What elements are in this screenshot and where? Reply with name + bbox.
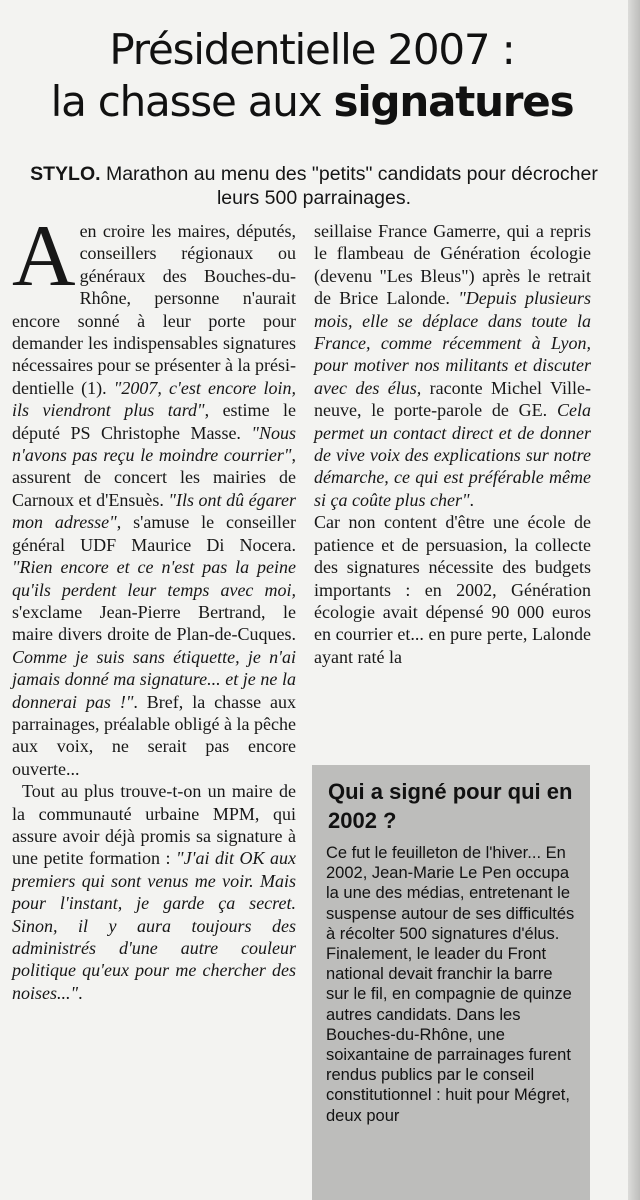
drop-cap: A: [12, 208, 76, 305]
p1-text-e: s'exclame Jean-Pierre Bertrand, le maire divers droite de Plan-de-Cuques.: [12, 601, 296, 645]
p3-quote-1: "Depuis plusieurs mois, elle se déplace dans toute la France, comme récemment à Lyon, pour motiver nos militants et discuter avec des élus,: [314, 288, 591, 398]
p1-text-a: en croire les maires, députés, conseillers régionaux ou généraux des Bouches-du-Rhône, personne n'aurait encore sonné à leur porte pour demander les indispensables signatures nécessaires pour se présenter à la présidentielle (1).: [12, 221, 296, 398]
p1-text-c: , assurent de concert les mairies de Carnoux et d'Ensuès.: [12, 445, 296, 510]
p1-text-f: . Bref, la chasse aux parrainages, préalable obligé à la pêche aux voix, ne serait pas encore ouverte...: [12, 691, 296, 779]
p2-text-end: .: [78, 982, 83, 1003]
article-column-right: [314, 220, 591, 668]
sidebar-box-body: Ce fut le feuilleton de l'hiver... En 2002, Jean-Marie Le Pen occupa la une des médias, entretenant le suspense autour de ses difficultés à récolter 500 signatures d'élus. Finalement, le leader du Front national devait franchir la barre sur le fil, en compagnie de quinze autres candidats. Dans les Bouches-du-Rhône, une soixantaine de parrainages furent rendus publics par le conseil constitutionnel : huit pour Mégret, deux pour: [326, 844, 575, 1125]
p2-text-a: Tout au plus trouve-t-on un maire de la communauté urbaine MPM, qui assure avoir déjà promis sa signature à une petite formation :: [12, 781, 296, 869]
p1-quote-5: Comme je suis sans étiquette, je n'ai jamais donné ma signature... et je ne la donnerai pas !": [12, 646, 296, 712]
p1-text-b: , estime le député PS Christophe Masse.: [12, 400, 296, 443]
p1-text-d: , s'amuse le conseiller général UDF Maurice Di Nocera.: [12, 512, 296, 555]
p3-quote-2: Cela permet un contact direct et de donner de vive voix des explications sur notre démarche, ce qui est préférable même si ça coûte plus cher": [314, 400, 591, 510]
p1-quote-3: "Ils ont dû égarer mon adresse": [12, 489, 296, 533]
article-paragraph-1: [12, 208, 296, 780]
standfirst-text: Marathon au menu des "petits" candidats pour décrocher leurs 500 parrainages.: [100, 163, 598, 209]
sidebar-box-title: Qui a signé pour qui en 2002 ?: [328, 779, 573, 833]
p2-quote: "J'ai dit OK aux premiers qui sont venus me voir. Mais pour l'instant, je garde ça secret. Sinon, il y aura toujours des administrés d'une autre couleur politique qu'eux pour me chercher des noises...": [12, 848, 297, 1003]
p1-quote-2: "Nous n'avons pas reçu le moindre courrier": [12, 422, 296, 466]
p1-quote-4: "Rien encore et ce n'est pas la peine qu'ils perdent leur temps avec moi,: [12, 557, 296, 600]
standfirst: [14, 162, 614, 210]
article-paragraph-4: Car non content d'être une école de patience et de persuasion, la collecte des signatures nécessite des budgets importants : en 2002, Génération écologie avait dépensé 90 000 euros en courrier et... en pure perte, Lalonde ayant raté la: [314, 512, 591, 667]
standfirst-kicker: STYLO.: [30, 163, 101, 185]
headline-line-2-plain: la chasse aux: [50, 77, 334, 126]
p1-quote-1: "2007, c'est encore loin, ils viendront plus tard": [12, 377, 296, 421]
article-paragraph-2: [12, 780, 296, 1004]
article-column-left: [12, 208, 297, 1004]
headline-line-1: Présidentielle 2007 :: [109, 25, 515, 74]
p3-text-b: raconte Michel Villeneuve, le porte-parole de GE.: [314, 377, 591, 421]
article-paragraph-3: [314, 220, 591, 511]
p3-text-end: .: [469, 489, 475, 510]
headline-line-2-bold: signatures: [333, 77, 574, 126]
p3-text-a: seillaise France Gamerre, qui a repris le flambeau de Génération écologie (devenu "Les Bleus") après le retrait de Brice Lalonde.: [314, 221, 591, 309]
headline: [12, 24, 612, 128]
sidebar-box: [312, 765, 590, 1200]
page-edge: [628, 0, 640, 1200]
